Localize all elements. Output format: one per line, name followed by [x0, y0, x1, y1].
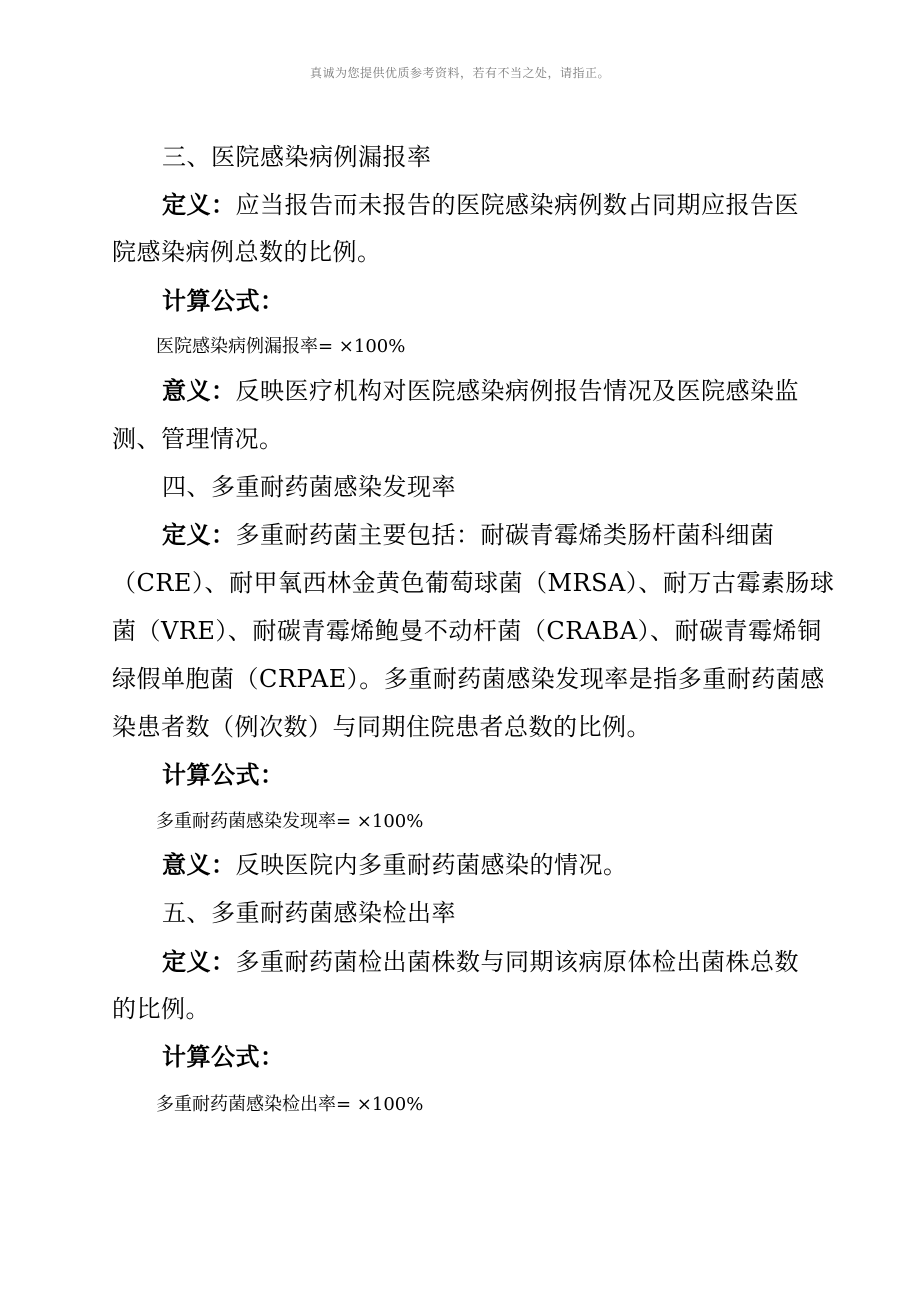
- formula-label: 计算公式：: [162, 286, 285, 315]
- formula-text: 多重耐药菌感染发现率= ×100%: [156, 811, 424, 832]
- meaning-paragraph: [162, 377, 799, 405]
- definition-text: 多重耐药菌检出菌株数与同期该病原体检出菌株总数: [235, 948, 799, 976]
- definition-paragraph: [162, 521, 775, 549]
- meaning-text: 反映医疗机构对医院感染病例报告情况及医院感染监: [235, 377, 799, 405]
- definition-label: 定义：: [162, 947, 236, 976]
- definition-text: 应当报告而未报告的医院感染病例数占同期应报告医: [235, 191, 799, 219]
- formula-label: 计算公式：: [162, 760, 285, 789]
- definition-label: 定义：: [162, 520, 236, 549]
- header-watermark: 真诚为您提供优质参考资料，若有不当之处，请指正。: [309, 66, 610, 80]
- meaning-text-continued: 测、管理情况。: [112, 425, 284, 453]
- meaning-text: 反映医院内多重耐药菌感染的情况。: [235, 851, 628, 879]
- formula-text: 医院感染病例漏报率= ×100%: [156, 336, 406, 357]
- definition-text-continued: 的比例。: [112, 995, 210, 1023]
- definition-paragraph: [162, 948, 799, 976]
- definition-paragraph: [162, 191, 799, 219]
- formula-text: 多重耐药菌感染检出率= ×100%: [156, 1094, 424, 1115]
- meaning-paragraph: [162, 851, 628, 879]
- meaning-label: 意义：: [162, 376, 236, 405]
- section-heading: 五、多重耐药菌感染检出率: [162, 899, 456, 927]
- formula-label: 计算公式：: [162, 1042, 285, 1071]
- definition-text-continued: 菌（VRE）、耐碳青霉烯鲍曼不动杆菌（CRABA）、耐碳青霉烯铜: [112, 617, 822, 645]
- section-heading: 四、多重耐药菌感染发现率: [162, 473, 456, 501]
- definition-text-continued: 院感染病例总数的比例。: [112, 238, 382, 266]
- meaning-label: 意义：: [162, 850, 236, 879]
- definition-label: 定义：: [162, 190, 236, 219]
- definition-text: 多重耐药菌主要包括：耐碳青霉烯类肠杆菌科细菌: [235, 521, 775, 549]
- definition-text-continued: （CRE）、耐甲氧西林金黄色葡萄球菌（MRSA）、耐万古霉素肠球: [112, 569, 835, 597]
- definition-text-continued: 绿假单胞菌（CRPAE）。多重耐药菌感染发现率是指多重耐药菌感: [112, 665, 825, 693]
- section-heading: 三、医院感染病例漏报率: [162, 143, 432, 171]
- definition-text-continued: 染患者数（例次数）与同期住院患者总数的比例。: [112, 713, 651, 741]
